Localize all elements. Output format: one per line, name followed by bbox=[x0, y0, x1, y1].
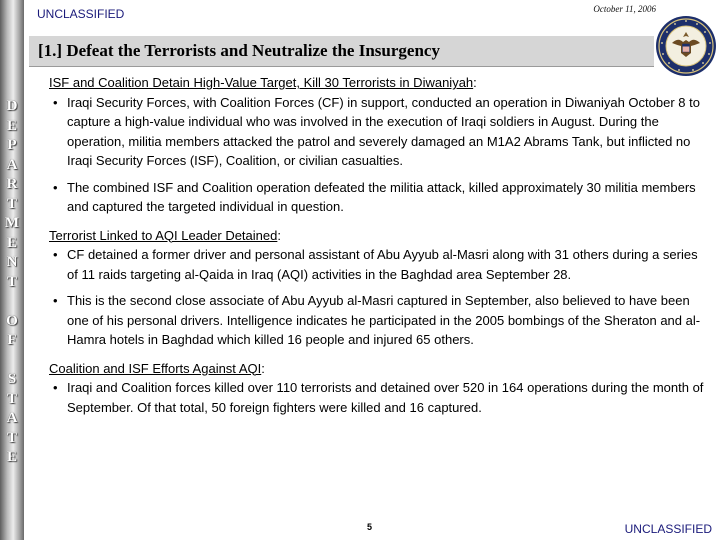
bullet-text: This is the second close associate of Abu Ayyub al-Masri captured in September, also believed to have been one of his personal drivers. Intelligence indicates he participated in the 2005 bombings of the Sheraton and al-Hamra hotels in Baghdad which killed 16 people and injured 65 others. bbox=[67, 293, 701, 347]
list-item bbox=[49, 178, 709, 217]
page-number: 5 bbox=[367, 522, 373, 532]
bullet-text: CF detained a former driver and personal assistant of Abu Ayyub al-Masri along with 31 others during a series of 11 raids targeting al-Qaida in Iraq (AQI) activities in the Baghdad area September 28. bbox=[67, 247, 698, 282]
bullet-dot: • bbox=[53, 179, 58, 195]
sidebar-letter: F bbox=[7, 332, 17, 348]
list-item bbox=[49, 378, 709, 417]
sidebar-letter bbox=[0, 292, 24, 312]
bullet-dot: • bbox=[53, 293, 58, 308]
sidebar-letter: O bbox=[6, 312, 18, 329]
page-title: [1.] Defeat the Terrorists and Neutralize the Insurgency bbox=[38, 41, 440, 60]
sidebar-letter: N bbox=[6, 254, 18, 270]
bullet-dot: • bbox=[53, 94, 58, 110]
bullet-text: Iraqi and Coalition forces killed over 110 terrorists and detained over 520 in 164 operations during the month of September. Of that total, 50 foreign fighters were killed and 16 captured. bbox=[67, 380, 704, 415]
bullet-text: Iraqi Security Forces, with Coalition Forces (CF) in support, conducted an operation in Diwaniyah October 8 to capture a high-value individual who was involved in the execution of Iraqi soldiers in August. During the operation, militia members attacked the patrol and severely damaged an M1A2 Abrams Tank, but inflicted no Iraqi Security Forces (ISF), Coalition, or civilian casualties. bbox=[67, 94, 700, 168]
bullet-dot: • bbox=[53, 380, 58, 395]
top-classification-marking: UNCLASSIFIED bbox=[37, 7, 125, 21]
list-item bbox=[49, 245, 709, 284]
section-heading-suffix: : bbox=[473, 75, 477, 90]
section-heading-text: Coalition and ISF Efforts Against AQI bbox=[49, 360, 262, 376]
department-of-state-vertical-title bbox=[0, 97, 24, 468]
sidebar-letter: D bbox=[6, 98, 18, 114]
content-area bbox=[49, 73, 709, 417]
sidebar-letter: P bbox=[7, 137, 17, 153]
sidebar-letter: E bbox=[6, 117, 17, 134]
sidebar-letter bbox=[0, 351, 24, 371]
sidebar-letter: T bbox=[6, 390, 17, 407]
section-heading-text: Terrorist Linked to AQI Leader Detained bbox=[49, 227, 278, 243]
sidebar-letter: E bbox=[6, 234, 17, 251]
section-heading bbox=[49, 73, 709, 93]
section-heading-suffix: : bbox=[261, 360, 265, 376]
sidebar-letter: T bbox=[6, 273, 17, 290]
section-heading bbox=[49, 226, 709, 246]
department-of-state-seal-icon bbox=[655, 15, 717, 77]
bottom-classification-marking: UNCLASSIFIED bbox=[624, 522, 712, 536]
sidebar-letter: A bbox=[6, 156, 18, 173]
bullet-text: The combined ISF and Coalition operation defeated the militia attack, killed approximately 30 militia members and captured the targeted individual in question. bbox=[67, 179, 696, 214]
sidebar-letter: T bbox=[6, 429, 17, 446]
sidebar-letter: E bbox=[6, 449, 17, 465]
section-heading-text: ISF and Coalition Detain High-Value Target, Kill 30 Terrorists in Diwaniyah bbox=[49, 75, 474, 90]
sidebar-letter: A bbox=[6, 410, 18, 426]
section-heading-suffix: : bbox=[277, 227, 281, 243]
bullet-dot: • bbox=[53, 247, 58, 262]
sidebar-letter: S bbox=[7, 371, 17, 387]
sidebar-letter: T bbox=[6, 195, 17, 212]
sidebar-letter: M bbox=[4, 215, 20, 231]
document-date: October 11, 2006 bbox=[593, 4, 656, 14]
list-item bbox=[49, 93, 709, 171]
list-item bbox=[49, 291, 709, 350]
sidebar-letter: R bbox=[6, 176, 18, 192]
section-heading bbox=[49, 359, 709, 379]
